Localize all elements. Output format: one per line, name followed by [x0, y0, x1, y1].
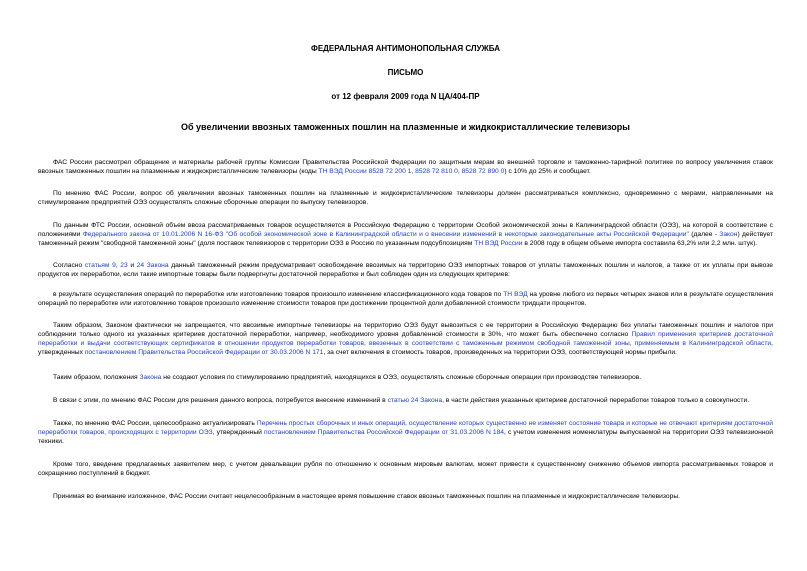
- paragraph-text: , утвержденных: [38, 340, 773, 356]
- paragraph-text: По данным ФТС России, основной объем ввоза рассматриваемых товаров осуществляется в Российскую Федерацию с территории Особой экономической зоны в Калининградской области (ОЭЗ), на которой в соответствие с положениями: [38, 222, 773, 238]
- paragraph-text: Принимая во внимание изложенное, ФАС России считает нецелесообразным в настоящее время повышение ставок ввозных таможенных пошлин на плазменные и жидкокристаллические телевизоры.: [53, 493, 680, 500]
- paragraph-text: в 2008 году в общем объеме импорта составила 63,2% или 2,2 млн. штук).: [522, 240, 758, 247]
- resolution-171-link[interactable]: постановлением Правительства Российской Федерации от 30.03.2006 N 171: [84, 349, 324, 356]
- operations-list-link[interactable]: Перечень простых сборочных и иных операций, осуществление которых существенно не изменяет состояние товара и которые не отвечают критериям достаточной переработки товаров, происходящих с территории ОЭЗ: [38, 420, 773, 436]
- agency-name: ФЕДЕРАЛЬНАЯ АНТИМОНОПОЛЬНАЯ СЛУЖБА: [311, 44, 500, 53]
- document-date-number: от 12 февраля 2009 года N ЦА/404-ПР: [331, 92, 480, 101]
- paragraph-text: и: [127, 262, 137, 269]
- paragraph-10: [38, 460, 773, 478]
- paragraph-text: Кроме того, введение предлагаемых заявителем мер, с учетом девальвации рубля по отношению к основным мировым валютам, может привести к существенному снижению объемов импорта рассматриваемых товаров и сокращению поступлений в бюджет.: [38, 461, 773, 477]
- paragraph-text: (далее -: [688, 231, 720, 238]
- paragraph-text: Согласно: [53, 262, 85, 269]
- paragraph-text: , в части действия указанных критериев достаточной переработки товаров только в совокупности.: [442, 397, 750, 404]
- paragraph-7: [38, 373, 773, 382]
- paragraph-text: не создают условия по стимулированию предприятий, находящихся в ОЭЗ, осуществлять сложные сборочные операции при производстве телевизоров.: [161, 374, 642, 381]
- paragraph-text: В связи с этим, по мнению ФАС России для решения данного вопроса, потребуется внесение изменений в: [53, 397, 388, 404]
- document-title: Об увеличении ввозных таможенных пошлин на плазменные и жидкокристаллические телевизоры: [180, 122, 630, 132]
- paragraph-9: [38, 419, 773, 446]
- resolution-184-link[interactable]: постановлением Правительства Российской Федерации от 31.03.2006 N 184: [264, 429, 505, 436]
- paragraph-text: данный таможенный режим предусматривает освобождение ввозимых на территорию ОЭЗ импортных товаров от уплаты таможенных пошлин и налогов, а также от их уплаты при вывозе продуктов их переработки, если такие импортные товары были подвергнуты достаточной переработке и был соблюден один из следующих критериев:: [38, 262, 774, 278]
- paragraph-text: ) действует таможенный режим "свободной таможенной зоны" (доля поставок телевизоров с территории ОЭЗ в Россию по указанным подсубпозициям: [38, 231, 774, 247]
- paragraph-8: [38, 396, 773, 405]
- paragraph-text: Также, по мнению ФАС России, целесообразно актуализировать: [53, 420, 257, 427]
- rules-link[interactable]: Правил применения критериев достаточной переработки и выдачи соответствующих сертификатов в отношении продуктов переработки товаров, ввезенных в соответствии с таможенным режимом свободной таможенной зоны, применяемым в Калининградской области: [38, 331, 773, 347]
- paragraph-2: [38, 189, 773, 207]
- paragraph-text: ,: [115, 262, 121, 269]
- paragraph-6: [38, 321, 773, 357]
- law-link[interactable]: Закона: [139, 374, 162, 381]
- paragraph-text: , с учетом изменения номенклатуры выпускаемой на территории ОЭЗ телевизионной техники.: [38, 429, 773, 445]
- tn-ved-link[interactable]: ТН ВЭД России: [474, 240, 523, 247]
- paragraph-text: , утвержденный: [212, 429, 264, 436]
- article-24-link[interactable]: 24 Закона: [136, 262, 169, 269]
- paragraph-text: Таким образом, положения: [53, 374, 140, 381]
- paragraph-1: [38, 158, 773, 176]
- article-24-law-link[interactable]: статью 24 Закона: [387, 397, 443, 404]
- article-23-link[interactable]: 23: [120, 262, 128, 269]
- paragraph-text: ФАС России рассмотрел обращение и материалы рабочей группы Комиссии Правительства Российской Федерации по защитным мерам во внешней торговле и таможенно-тарифной политике по вопросу увеличения ставок ввозных таможенных пошлин на плазменные и жидкокристаллические телевизоры (коды: [38, 159, 773, 175]
- tn-ved-codes-link[interactable]: ТН ВЭД России 8528 72 200 1, 8528 72 810 0, 8528 72 890 0: [318, 168, 505, 175]
- document-type: ПИСЬМО: [387, 68, 424, 77]
- paragraph-5: [38, 290, 773, 308]
- paragraph-text: в результате осуществления операций по переработке или изготовлению товаров произошло изменение классификационного кода товаров по: [53, 291, 504, 298]
- paragraph-text: По мнению ФАС России, вопрос об увеличении ввозных таможенных пошлин на плазменные и жидкокристаллические телевизоры должен рассматриваться комплексно, одновременно с мерами, направленными на стимулирование предприятий ОЭЗ осуществлять сложные сборочные операции по выпуску телевизоров.: [38, 190, 773, 206]
- federal-law-link[interactable]: Федерального закона от 10.01.2006 N 16-ФЗ "Об особой экономической зоне в Калининградской области и о внесении изменений в некоторые законодательные акты Российской Федерации": [82, 231, 689, 238]
- tn-ved-link[interactable]: ТН ВЭД: [503, 291, 528, 298]
- paragraph-text: Таким образом, Законом фактически не запрещается, что ввозимые импортные телевизоры на территорию ОЭЗ будут вывозиться с ее территории в Российскую Федерацию без уплаты таможенных пошлин и налогов при соблюдении только одного из указанных критериев достаточной переработки, например, необходимого уровня добавленной стоимости в 30%, что может быть обеспечено согласно: [38, 322, 773, 338]
- paragraph-4: [38, 261, 773, 279]
- paragraph-text: , за счет включения в стоимость товаров, произведенных на территории ОЭЗ, соответствующей нормы прибыли.: [323, 349, 677, 356]
- law-link[interactable]: Закон: [719, 231, 738, 238]
- paragraph-text: ) с 10% до 25% и сообщает.: [504, 168, 591, 175]
- paragraph-3: [38, 221, 773, 248]
- paragraph-text: на уровне любого из первых четырех знаков или в результате осуществления операций по переработке или изготовлению товаров произошло изменение стоимости товаров при достижении процентной доли добавленной стоимости тридцати процентов.: [38, 291, 773, 307]
- paragraph-11: [38, 492, 773, 501]
- article-9-link[interactable]: статьям 9: [84, 262, 116, 269]
